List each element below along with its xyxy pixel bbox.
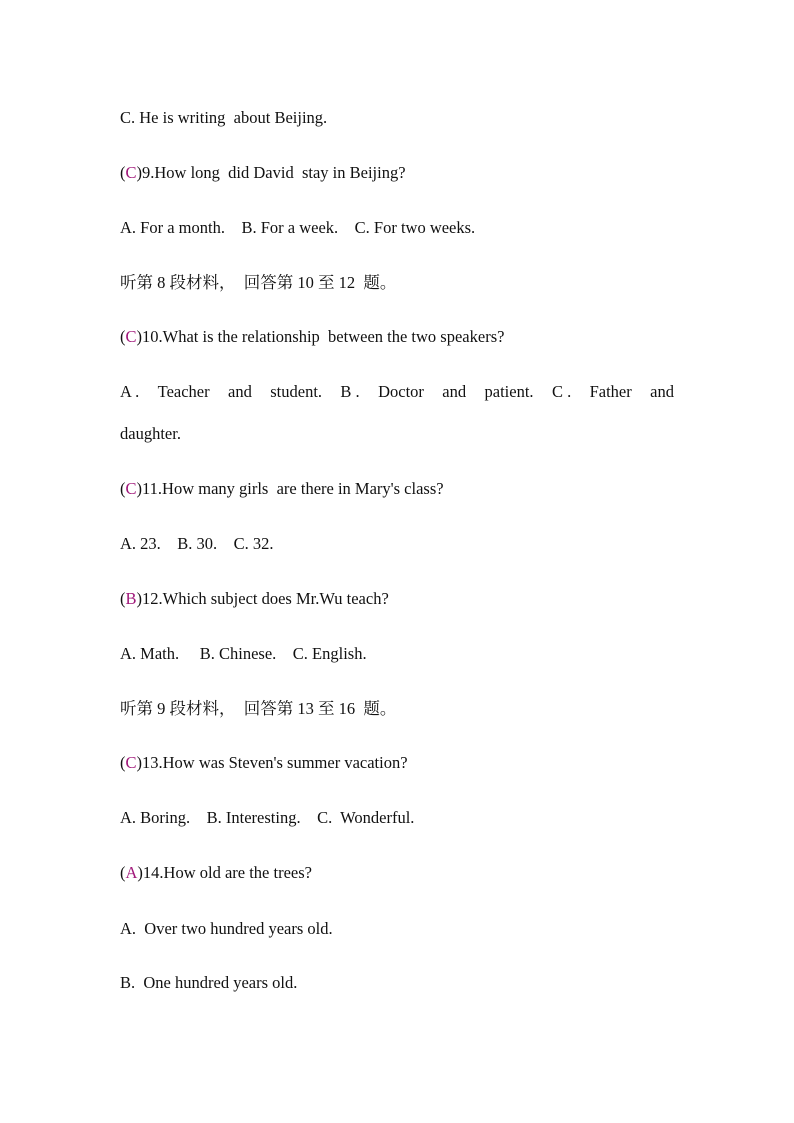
question-11-options: A. 23. B. 30. C. 32.	[120, 534, 274, 553]
section-9-instruction: 听第 9 段材料， 回答第 13 至 16 题。	[120, 699, 397, 718]
q10-option-word: Doctor	[378, 382, 424, 401]
question-11-answer: C	[125, 479, 137, 498]
question-11-text: )11.How many girls are there in Mary's class?	[136, 479, 444, 498]
question-12-text: )12.Which subject does Mr.Wu teach?	[136, 589, 389, 608]
question-10-options	[120, 382, 674, 402]
question-9-open: (	[120, 163, 126, 182]
q10-option-word: Teacher	[157, 382, 210, 401]
question-12-open: (	[120, 589, 126, 608]
question-14-open: (	[120, 863, 126, 882]
q10-option-word: B .	[340, 382, 360, 401]
question-10	[120, 327, 504, 347]
question-13	[120, 753, 408, 773]
question-14-answer: A	[125, 863, 138, 882]
question-9-options: A. For a month. B. For a week. C. For two weeks.	[120, 218, 476, 237]
question-14-option-b: B. One hundred years old.	[120, 973, 298, 992]
q10-option-word: C .	[551, 382, 572, 401]
question-13-answer: C	[125, 753, 137, 772]
question-10-answer: C	[125, 327, 137, 346]
question-12	[120, 589, 389, 609]
q10-option-word: Father	[589, 382, 632, 401]
question-9-answer: C	[125, 163, 137, 182]
question-14-text: )14.How old are the trees?	[137, 863, 312, 882]
q10-option-word: and	[228, 382, 252, 401]
q10-option-word: and	[442, 382, 467, 401]
question-10-text: )10.What is the relationship between the two speakers?	[136, 327, 505, 346]
question-10-open: (	[120, 327, 126, 346]
question-14	[120, 863, 312, 883]
question-12-answer: B	[125, 589, 137, 608]
question-13-open: (	[120, 753, 126, 772]
q10-option-word: A .	[120, 382, 140, 401]
question-13-options: A. Boring. B. Interesting. C. Wonderful.	[120, 808, 415, 827]
question-9	[120, 163, 406, 183]
q8-option-c: C. He is writing about Beijing.	[120, 108, 328, 127]
q10-option-word: and	[650, 382, 674, 401]
question-10-options-continued: daughter.	[120, 424, 181, 443]
question-14-option-a: A. Over two hundred years old.	[120, 919, 333, 938]
q10-option-word: student.	[270, 382, 323, 401]
question-11	[120, 479, 444, 499]
question-9-text: )9.How long did David stay in Beijing?	[136, 163, 406, 182]
question-13-text: )13.How was Steven's summer vacation?	[136, 753, 408, 772]
question-11-open: (	[120, 479, 126, 498]
section-8-instruction: 听第 8 段材料， 回答第 10 至 12 题。	[120, 273, 397, 292]
question-12-options: A. Math. B. Chinese. C. English.	[120, 644, 367, 663]
q10-option-word: patient.	[484, 382, 534, 401]
